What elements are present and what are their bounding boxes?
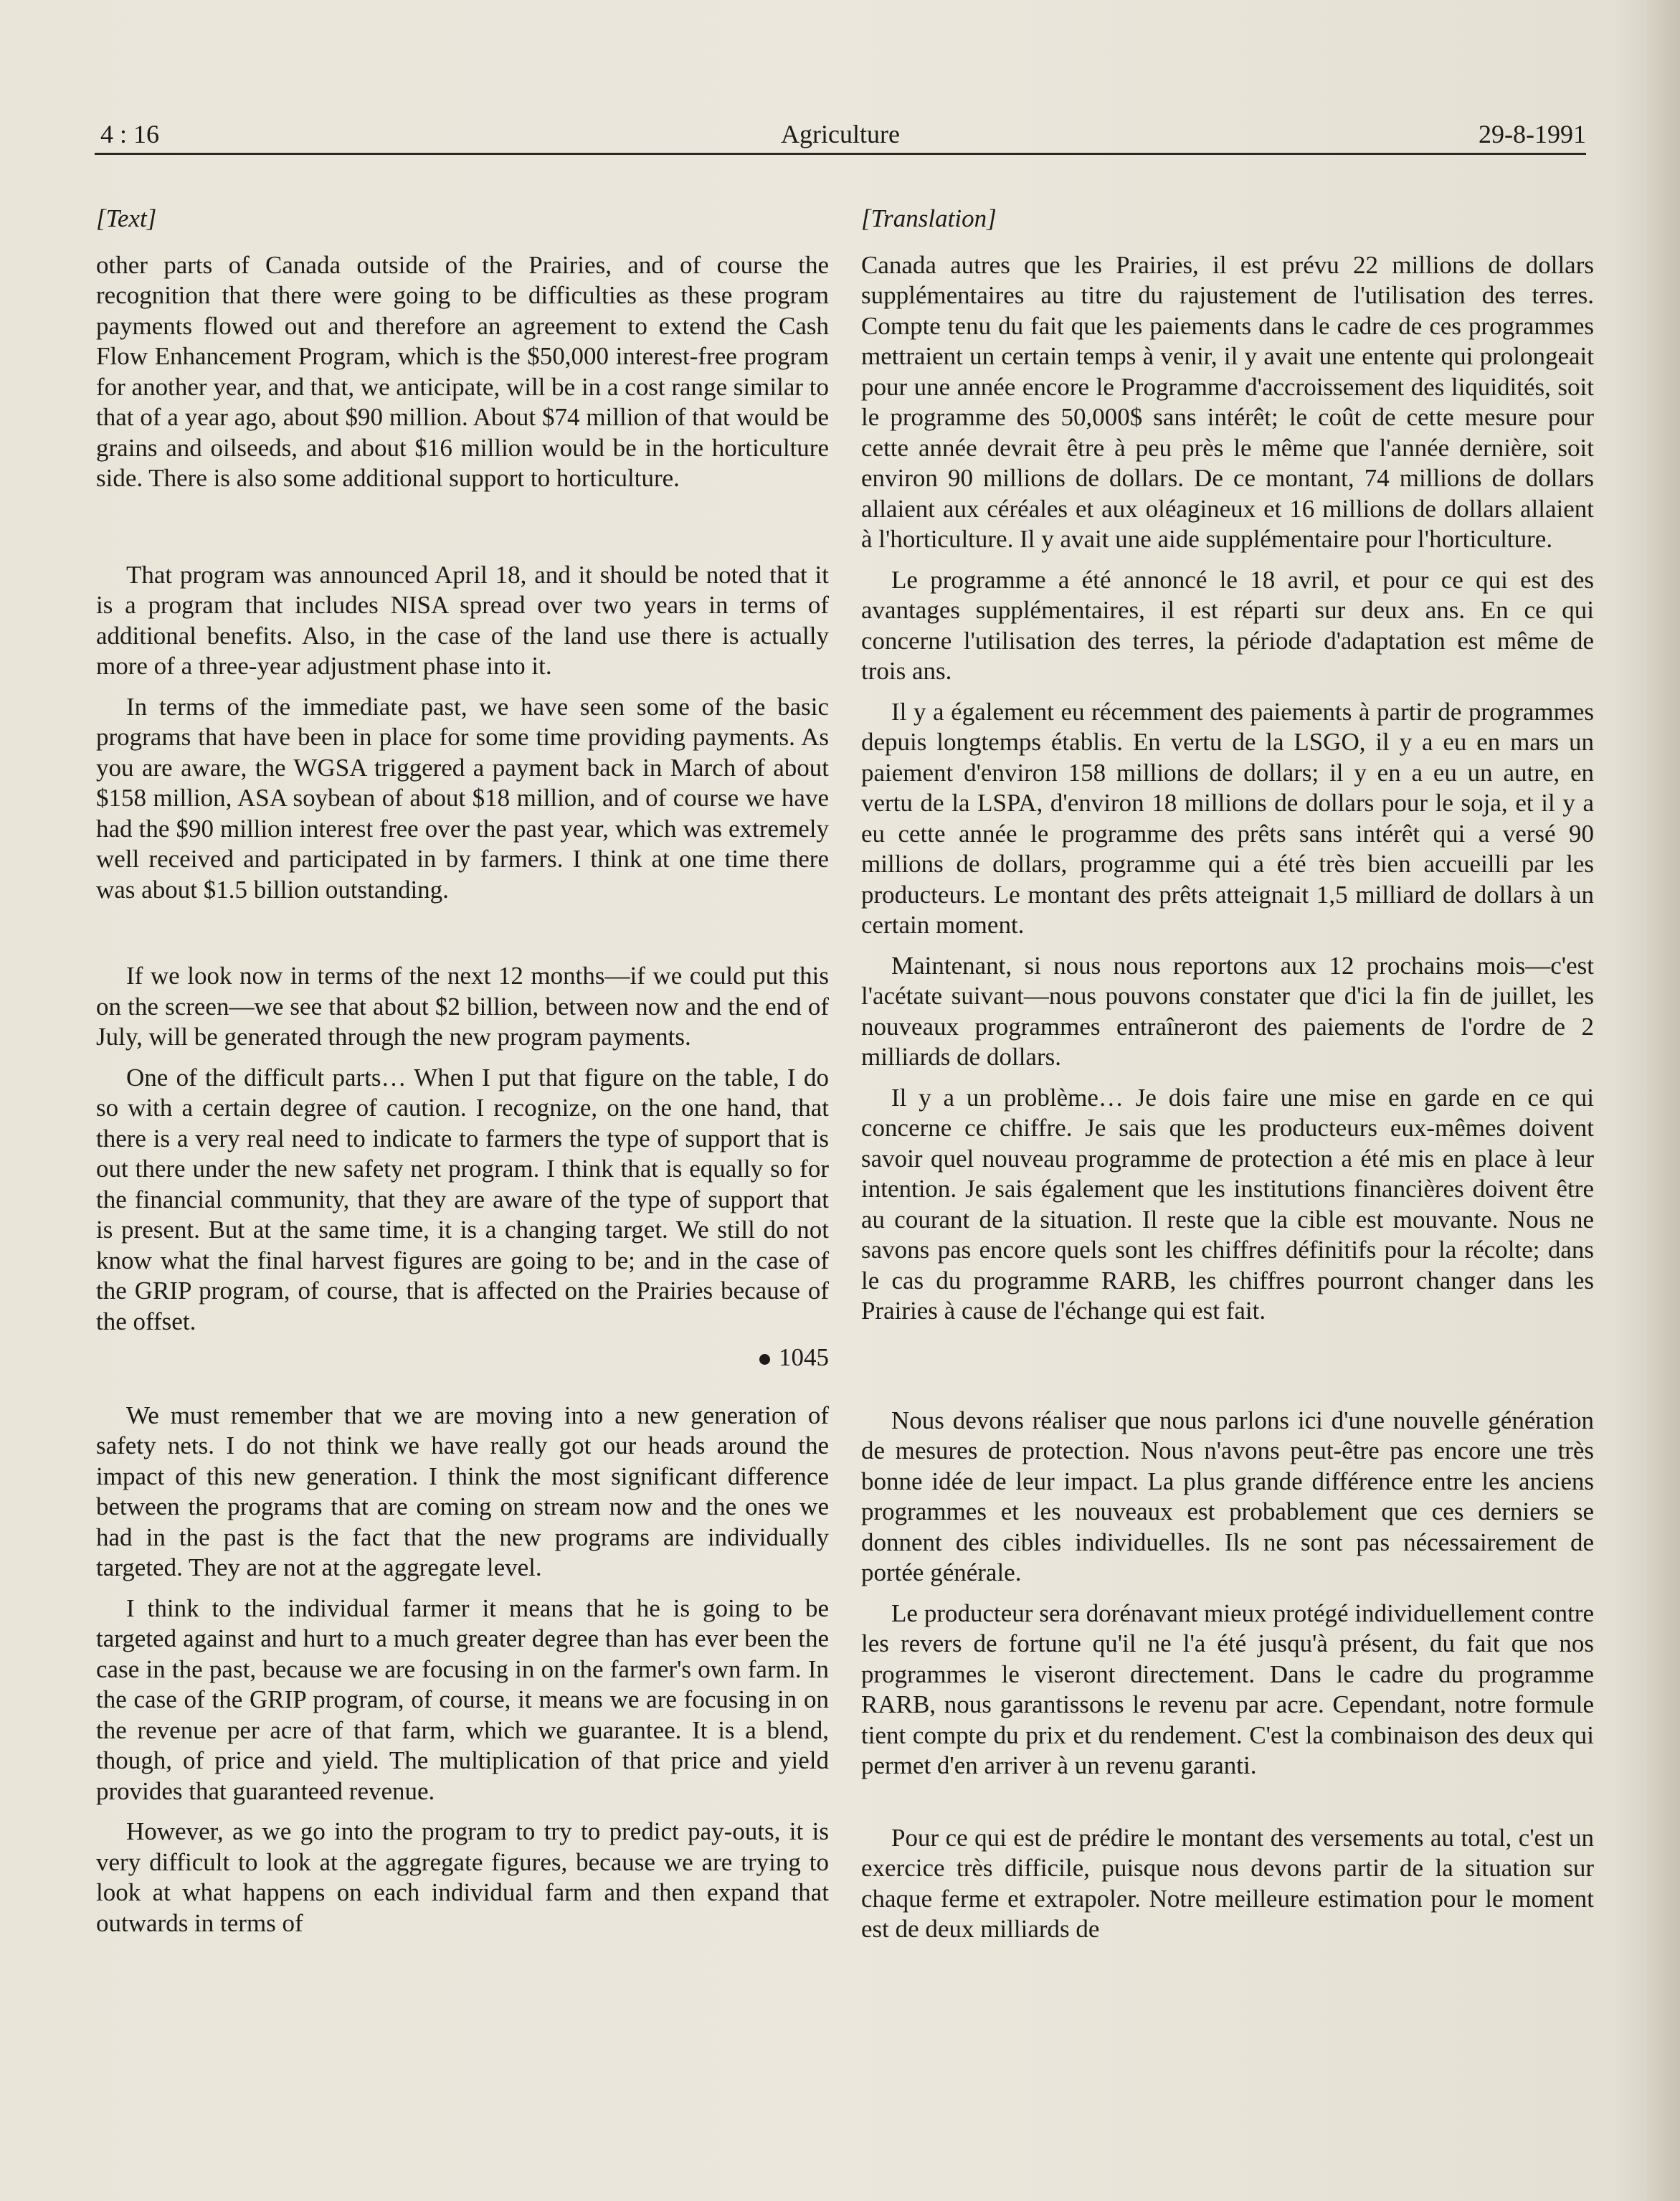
paragraph-gap <box>861 1337 1594 1406</box>
paragraph: Il y a un problème… Je dois faire une mise en garde en ce qui concerne ce chiffre. Je sais que les producteurs eux-mêmes doivent savoir quel nouveau programme de protection a été mis en place à leur intention. Je sais également que les institutions financières doivent être au courant de la situation. Il reste que la cible est mouvante. Nous ne savons pas encore quels sont les chiffres définitifs pour la récolte; dans le cas du programme RARB, les chiffres pourront changer dans les Prairies à cause de l'échange qui est fait. <box>861 1083 1594 1325</box>
paragraph: In terms of the immediate past, we have seen some of the basic programs that have been in place for some time providing payments. As you are aware, the WGSA triggered a payment back in March of about $158 million, ASA soybean of about $18 million, and of course we have had the $90 million interest free over the past year, which was extremely well received and participated in by farmers. I think at one time there was about $1.5 billion outstanding. <box>96 692 829 904</box>
paragraph: Nous devons réaliser que nous parlons ici d'une nouvelle génération de mesures de protection. Nous n'avons peut-être pas encore une très bonne idée de leur impact. La plus grande différence entre les anciens programmes et les nouveaux est probablement que ces derniers se donnent des cibles individuelles. Ils ne sont pas nécessairement de portée générale. <box>861 1406 1594 1586</box>
paragraph: We must remember that we are moving into a new generation of safety nets. I do not think we have really got our heads around the impact of this new generation. I think the most significant difference between the programs that are coming on stream now and the ones we had in the past is the fact that the new programs are individually targeted. They are not at the aggregate level. <box>96 1401 829 1581</box>
paragraph: That program was announced April 18, and it should be noted that it is a program that includes NISA spread over two years in terms of additional benefits. Also, in the case of the land use there is actually more of a three-year adjustment phase into it. <box>96 560 829 680</box>
paragraph: other parts of Canada outside of the Prairies, and of course the recognition that there were going to be difficulties as these program payments flowed out and therefore an agreement to extend the Cash Flow Enhancement Program, which is the $50,000 interest-free program for another year, and that, we anticipate, will be in a cost range similar to that of a year ago, about $90 million. About $74 million of that would be grains and oilseeds, and about $16 million would be in the horticulture side. There is also some additional support to horticulture. <box>96 250 829 492</box>
paragraph-gap <box>96 504 829 560</box>
column-label-translation: [Translation] <box>861 204 997 232</box>
french-column <box>861 204 1594 1955</box>
bullet-dot-icon <box>759 1354 770 1365</box>
paragraph: Il y a également eu récemment des paiements à partir de programmes depuis longtemps établis. En vertu de la LSGO, il y a eu en mars un paiement d'environ 158 millions de dollars; il y en a eu un autre, en vertu de la LSPA, d'environ 18 millions de dollars pour le soja, et il y a eu cette année le programme des prêts sans intérêt qui a versé 90 millions de dollars, programme qui a été très bien accueilli par les producteurs. Le montant des prêts atteignait 1,5 milliard de dollars à un certain moment. <box>861 697 1594 939</box>
paragraph: Canada autres que les Prairies, il est prévu 22 millions de dollars supplémentaires au titre du rajustement de l'utilisation des terres. Compte tenu du fait que les paiements dans le cadre de ces programmes mettraient un certain temps à venir, il y avait une entente qui prolongeait pour une année encore le Programme d'accroissement des liquidités, soit le programme des 50,000$ sans intérêt; le coût de cette mesure pour cette année devrait être à peu près le même que l'année dernière, soit environ 90 millions de dollars. De ce montant, 74 millions de dollars allaient aux céréales et aux oléagineux et 16 millions de dollars allaient à l'horticulture. Il y avait une aide supplémentaire pour l'horticulture. <box>861 250 1594 553</box>
paragraph-gap <box>96 1386 829 1401</box>
paragraph: Pour ce qui est de prédire le montant des versements au total, c'est un exercice très difficile, puisque nous devons partir de la situation sur chaque ferme et extrapoler. Notre meilleure estimation pour le moment est de deux milliards de <box>861 1823 1594 1943</box>
paragraph: However, as we go into the program to try to predict pay-outs, it is very difficult to look at the aggregate figures, because we are trying to look at what happens on each individual farm and then expand that outwards in terms of <box>96 1817 829 1937</box>
paragraph-gap <box>96 915 829 961</box>
page-edge-shadow <box>1647 0 1680 2201</box>
page-number: 4 : 16 <box>100 120 160 148</box>
paragraph: I think to the individual farmer it means that he is going to be targeted against and hurt to a much greater degree than has ever been the case in the past, because we are focusing in on the farmer's own farm. In the case of the GRIP program, of course, it means we are focusing in on the revenue per acre of that farm, which we guarantee. It is a blend, though, of price and yield. The multiplication of that price and yield provides that guaranteed revenue. <box>96 1594 829 1805</box>
time-marker <box>96 1343 829 1373</box>
time-marker-value: 1045 <box>779 1343 829 1371</box>
header-title: Agriculture <box>781 120 900 148</box>
header-date: 29-8-1991 <box>1479 120 1586 148</box>
paragraph: Le programme a été annoncé le 18 avril, et pour ce qui est des avantages supplémentaires, il est réparti sur deux ans. En ce qui concerne l'utilisation des terres, la période d'adaptation est même de trois ans. <box>861 565 1594 685</box>
page-header <box>95 119 1586 155</box>
english-column <box>96 204 829 1949</box>
paragraph: Le producteur sera dorénavant mieux protégé individuellement contre les revers de fortune qu'il ne l'a été jusqu'à présent, du fait que nos programmes le viseront directement. Dans le cadre du programme RARB, nous garantissons le revenu par acre. Cependant, notre formule tient compte du prix et du rendement. C'est la combinaison des deux qui permet d'en arriver à un revenu garanti. <box>861 1599 1594 1779</box>
paragraph: If we look now in terms of the next 12 months—if we could put this on the screen—we see that about $2 billion, between now and the end of July, will be generated through the new program payments. <box>96 962 829 1051</box>
column-label-text: [Text] <box>96 204 157 232</box>
paragraph: One of the difficult parts… When I put that figure on the table, I do so with a certain degree of caution. I recognize, on the one hand, that there is a very real need to indicate to farmers the type of support that is out there under the new safety net program. I think that is equally so for the financial community, that they are aware of the type of support that is present. But at the same time, it is a changing target. We still do not know what the final harvest figures are going to be; and in the case of the GRIP program, of course, that is affected on the Prairies because of the offset. <box>96 1063 829 1335</box>
paragraph-gap <box>861 1791 1594 1823</box>
header-rule <box>95 153 1586 155</box>
paragraph: Maintenant, si nous nous reportons aux 12 prochains mois—c'est l'acétate suivant—nous pouvons constater que d'ici la fin de juillet, les nouveaux programmes entraîneront des paiements de l'ordre de 2 milliards de dollars. <box>861 951 1594 1071</box>
